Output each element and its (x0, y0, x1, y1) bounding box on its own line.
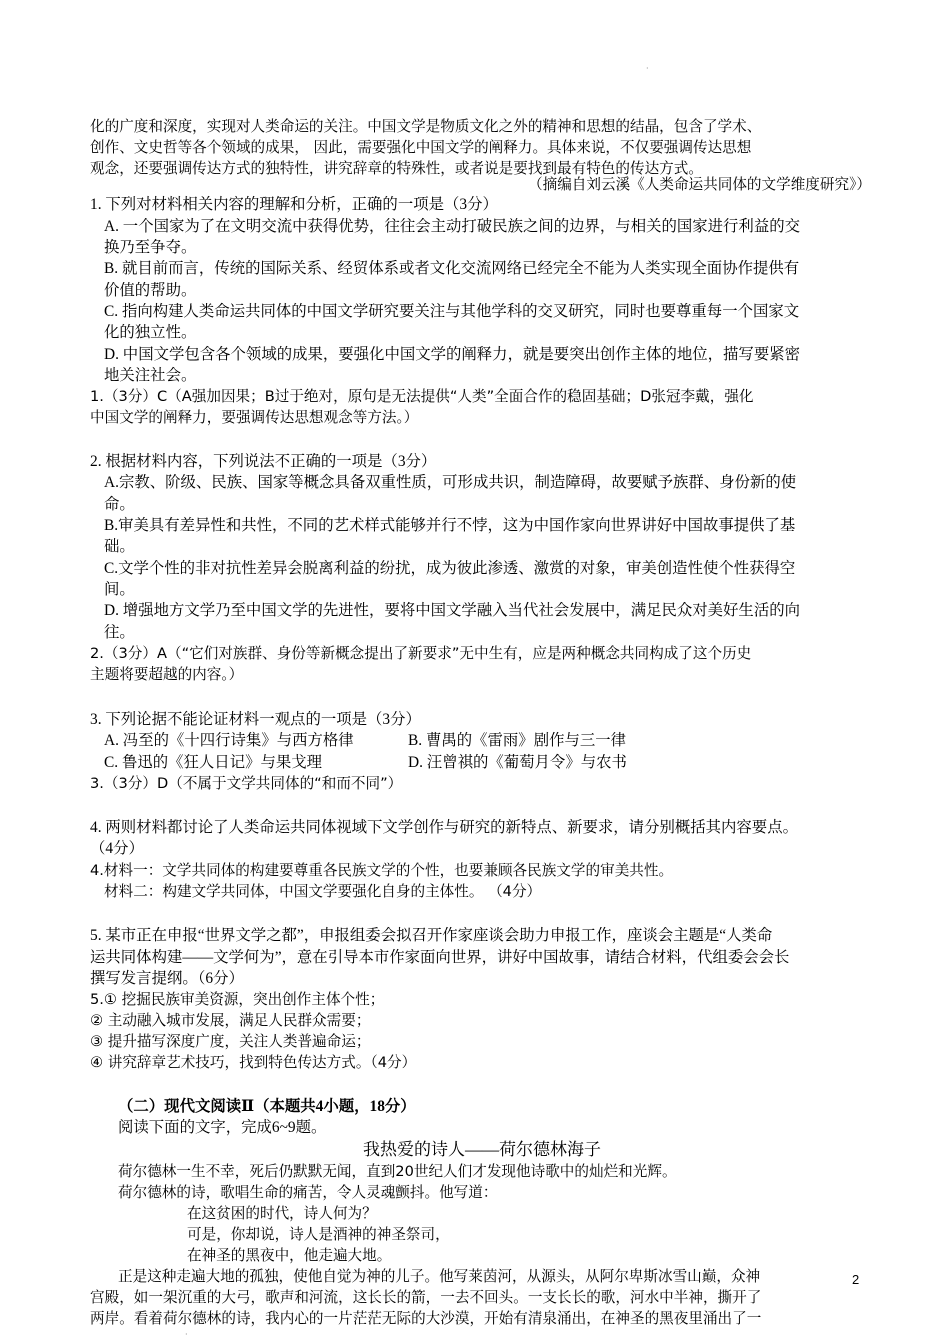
q5-answer-line-3: ③ 提升描写深度广度，关注人类普遍命运； (90, 1033, 371, 1050)
q3-option-d: D. 汪曾祺的《葡萄月令》与农书 (408, 754, 627, 771)
q3-option-a: A. 冯至的《十四行诗集》与西方格律 (104, 732, 354, 749)
q1-option-b-line-1: B. 就目前而言，传统的国际关系、经贸体系或者文化交流网络已经完全不能为人类实现全面协作提供有 (104, 260, 800, 277)
q4-answer-line-1: 4.材料一：文学共同体的构建要尊重各民族文学的个性，也要兼顾各民族文学的审美共性。 (90, 862, 674, 879)
q2-option-c-line-2: 间。 (104, 581, 135, 598)
q4-answer-line-2: 材料二：构建文学共同体，中国文学要强化自身的主体性。 （4分） (104, 883, 542, 900)
q5-answer-line-2: ② 主动融入城市发展，满足人民群众需要； (90, 1012, 371, 1029)
q1-option-a-line-2: 换乃至争夺。 (104, 239, 197, 256)
q2-option-d-line-1: D. 增强地方文学乃至中国文学的先进性，要将中国文学融入当代社会发展中，满足民众对美好生活的向 (104, 602, 800, 619)
intro-line-1: 化的广度和深度，实现对人类命运的关注。中国文学是物质文化之外的精神和思想的结晶，包含了学术、 (90, 118, 762, 135)
q1-option-c-line-2: 化的独立性。 (104, 324, 197, 341)
q2-option-c-line-1: C.文学个性的非对抗性差异会脱离利益的纷扰，成为彼此渗透、激赏的对象，审美创造性使个性获得空 (104, 560, 796, 577)
article-para-3-line-2: 宫殿，如一架沉重的大弓，歌声和河流，这长长的箭，一去不回头。一支长长的歌，河水中半神，撕开了 (90, 1289, 762, 1306)
header-mark: · (646, 64, 649, 73)
q5-stem-line-3: 撰写发言提纲。（6分） (90, 970, 244, 987)
q4-stem-line-1: 4. 两则材料都讨论了人类命运共同体视域下文学创作与研究的新特点、新要求，请分别概括其内容要点。 (90, 819, 798, 836)
intro-line-2: 创作、文史哲等各个领域的成果， 因此，需要强化中国文学的阐释力。具体来说，不仅要强调传达思想 (90, 139, 752, 156)
q1-option-d-line-1: D. 中国文学包含各个领域的成果，要强化中国文学的阐释力，就是要突出创作主体的地位，描写要紧密 (104, 346, 800, 363)
q5-answer-line-4: ④ 讲究辞章艺术技巧，找到特色传达方式。（4分） (90, 1054, 417, 1071)
article-para-3-line-1: 正是这种走遍大地的孤独，使他自觉为神的儿子。他写莱茵河，从源头，从阿尔卑斯冰雪山巅，众神 (118, 1268, 761, 1285)
q2-option-b-line-2: 础。 (104, 538, 135, 555)
page-number: 2 (852, 1272, 860, 1287)
q1-option-a-line-1: A. 一个国家为了在文明交流中获得优势，往往会主动打破民族之间的边界，与相关的国家进行利益的交 (104, 218, 800, 235)
poem-line-3: 在神圣的黑夜中，他走遍大地。 (187, 1247, 392, 1264)
q5-answer-line-1: 5.① 挖掘民族审美资源，突出创作主体个性； (90, 991, 385, 1008)
q3-option-b: B. 曹禺的《雷雨》剧作与三一律 (408, 732, 627, 749)
q2-option-a-line-2: 命。 (104, 496, 135, 513)
poem-line-1: 在这贫困的时代，诗人何为？ (187, 1205, 377, 1222)
footer-mark: · (185, 1330, 188, 1339)
q2-answer-line-2: 主题将要超越的内容。） (90, 666, 244, 683)
q5-stem-line-1: 5. 某市正在申报“世界文学之都”，申报组委会拟召开作家座谈会助力申报工作，座谈会主题是“人类命 (90, 927, 773, 944)
source-note: （摘编自刘云溪《人类命运共同体的文学维度研究》） (528, 176, 871, 193)
poem-line-2: 可是，你却说，诗人是酒神的神圣祭司， (187, 1226, 450, 1243)
q5-stem-line-2: 运共同体构建——文学何为”，意在引导本市作家面向世界，讲好中国故事，请结合材料，代组委会会长 (90, 949, 790, 966)
q3-stem: 3. 下列论据不能论证材料一观点的一项是（3分） (90, 711, 421, 728)
article-para-3-line-3: 两岸。看着荷尔德林的诗，我内心的一片茫茫无际的大沙漠，开始有清泉涌出，在神圣的黑夜里涌出了一 (90, 1310, 762, 1327)
q3-option-c: C. 鲁迅的《狂人日记》与果戈理 (104, 754, 323, 771)
q1-option-b-line-2: 价值的帮助。 (104, 282, 197, 299)
q2-option-a-line-1: A.宗教、阶级、民族、国家等概念具备双重性质，可形成共识，制造障碍，故要赋予族群、身份新的使 (104, 474, 797, 491)
q2-answer-line-1: 2.（3分）A（“它们对族群、身份等新概念提出了新要求”无中生有，应是两种概念共同构成了这个历史 (90, 645, 752, 662)
q1-option-d-line-2: 地关注社会。 (104, 367, 197, 384)
q2-stem: 2. 根据材料内容，下列说法不正确的一项是（3分） (90, 453, 437, 470)
q2-option-b-line-1: B.审美具有差异性和共性，不同的艺术样式能够并行不悖，这为中国作家向世界讲好中国故事提供了基 (104, 517, 796, 534)
section-heading: （二）现代文阅读Ⅱ（本题共4小题，18分） (118, 1098, 416, 1115)
article-para-1: 荷尔德林一生不幸，死后仍默默无闻，直到20世纪人们才发现他诗歌中的灿烂和光辉。 (118, 1163, 677, 1180)
section-instruction: 阅读下面的文字，完成6~9题。 (118, 1119, 327, 1136)
q1-answer-line-2: 中国文学的阐释力，要强调传达思想观念等方法。） (90, 409, 419, 426)
intro-line-3: 观念，还要强调传达方式的独特性，讲究辞章的特殊性，或者说是要找到最有特色的传达方式。 (90, 160, 703, 177)
q2-option-d-line-2: 往。 (104, 624, 135, 641)
q4-stem-line-2: （4分） (90, 840, 144, 857)
article-para-2: 荷尔德林的诗，歌唱生命的痛苦，令人灵魂颤抖。他写道： (118, 1184, 498, 1201)
q1-answer-line-1: 1.（3分）C（A强加因果；B过于绝对，原句是无法提供“人类”全面合作的稳固基础；D张冠李戴，强化 (90, 388, 754, 405)
q1-stem: 1. 下列对材料相关内容的理解和分析，正确的一项是（3分） (90, 196, 498, 213)
article-title: 我热爱的诗人——荷尔德林海子 (363, 1140, 601, 1159)
q1-option-c-line-1: C. 指向构建人类命运共同体的中国文学研究要关注与其他学科的交叉研究，同时也要尊重每一个国家文 (104, 303, 800, 320)
q3-answer: 3.（3分）D（不属于文学共同体的“和而不同”） (90, 775, 403, 792)
